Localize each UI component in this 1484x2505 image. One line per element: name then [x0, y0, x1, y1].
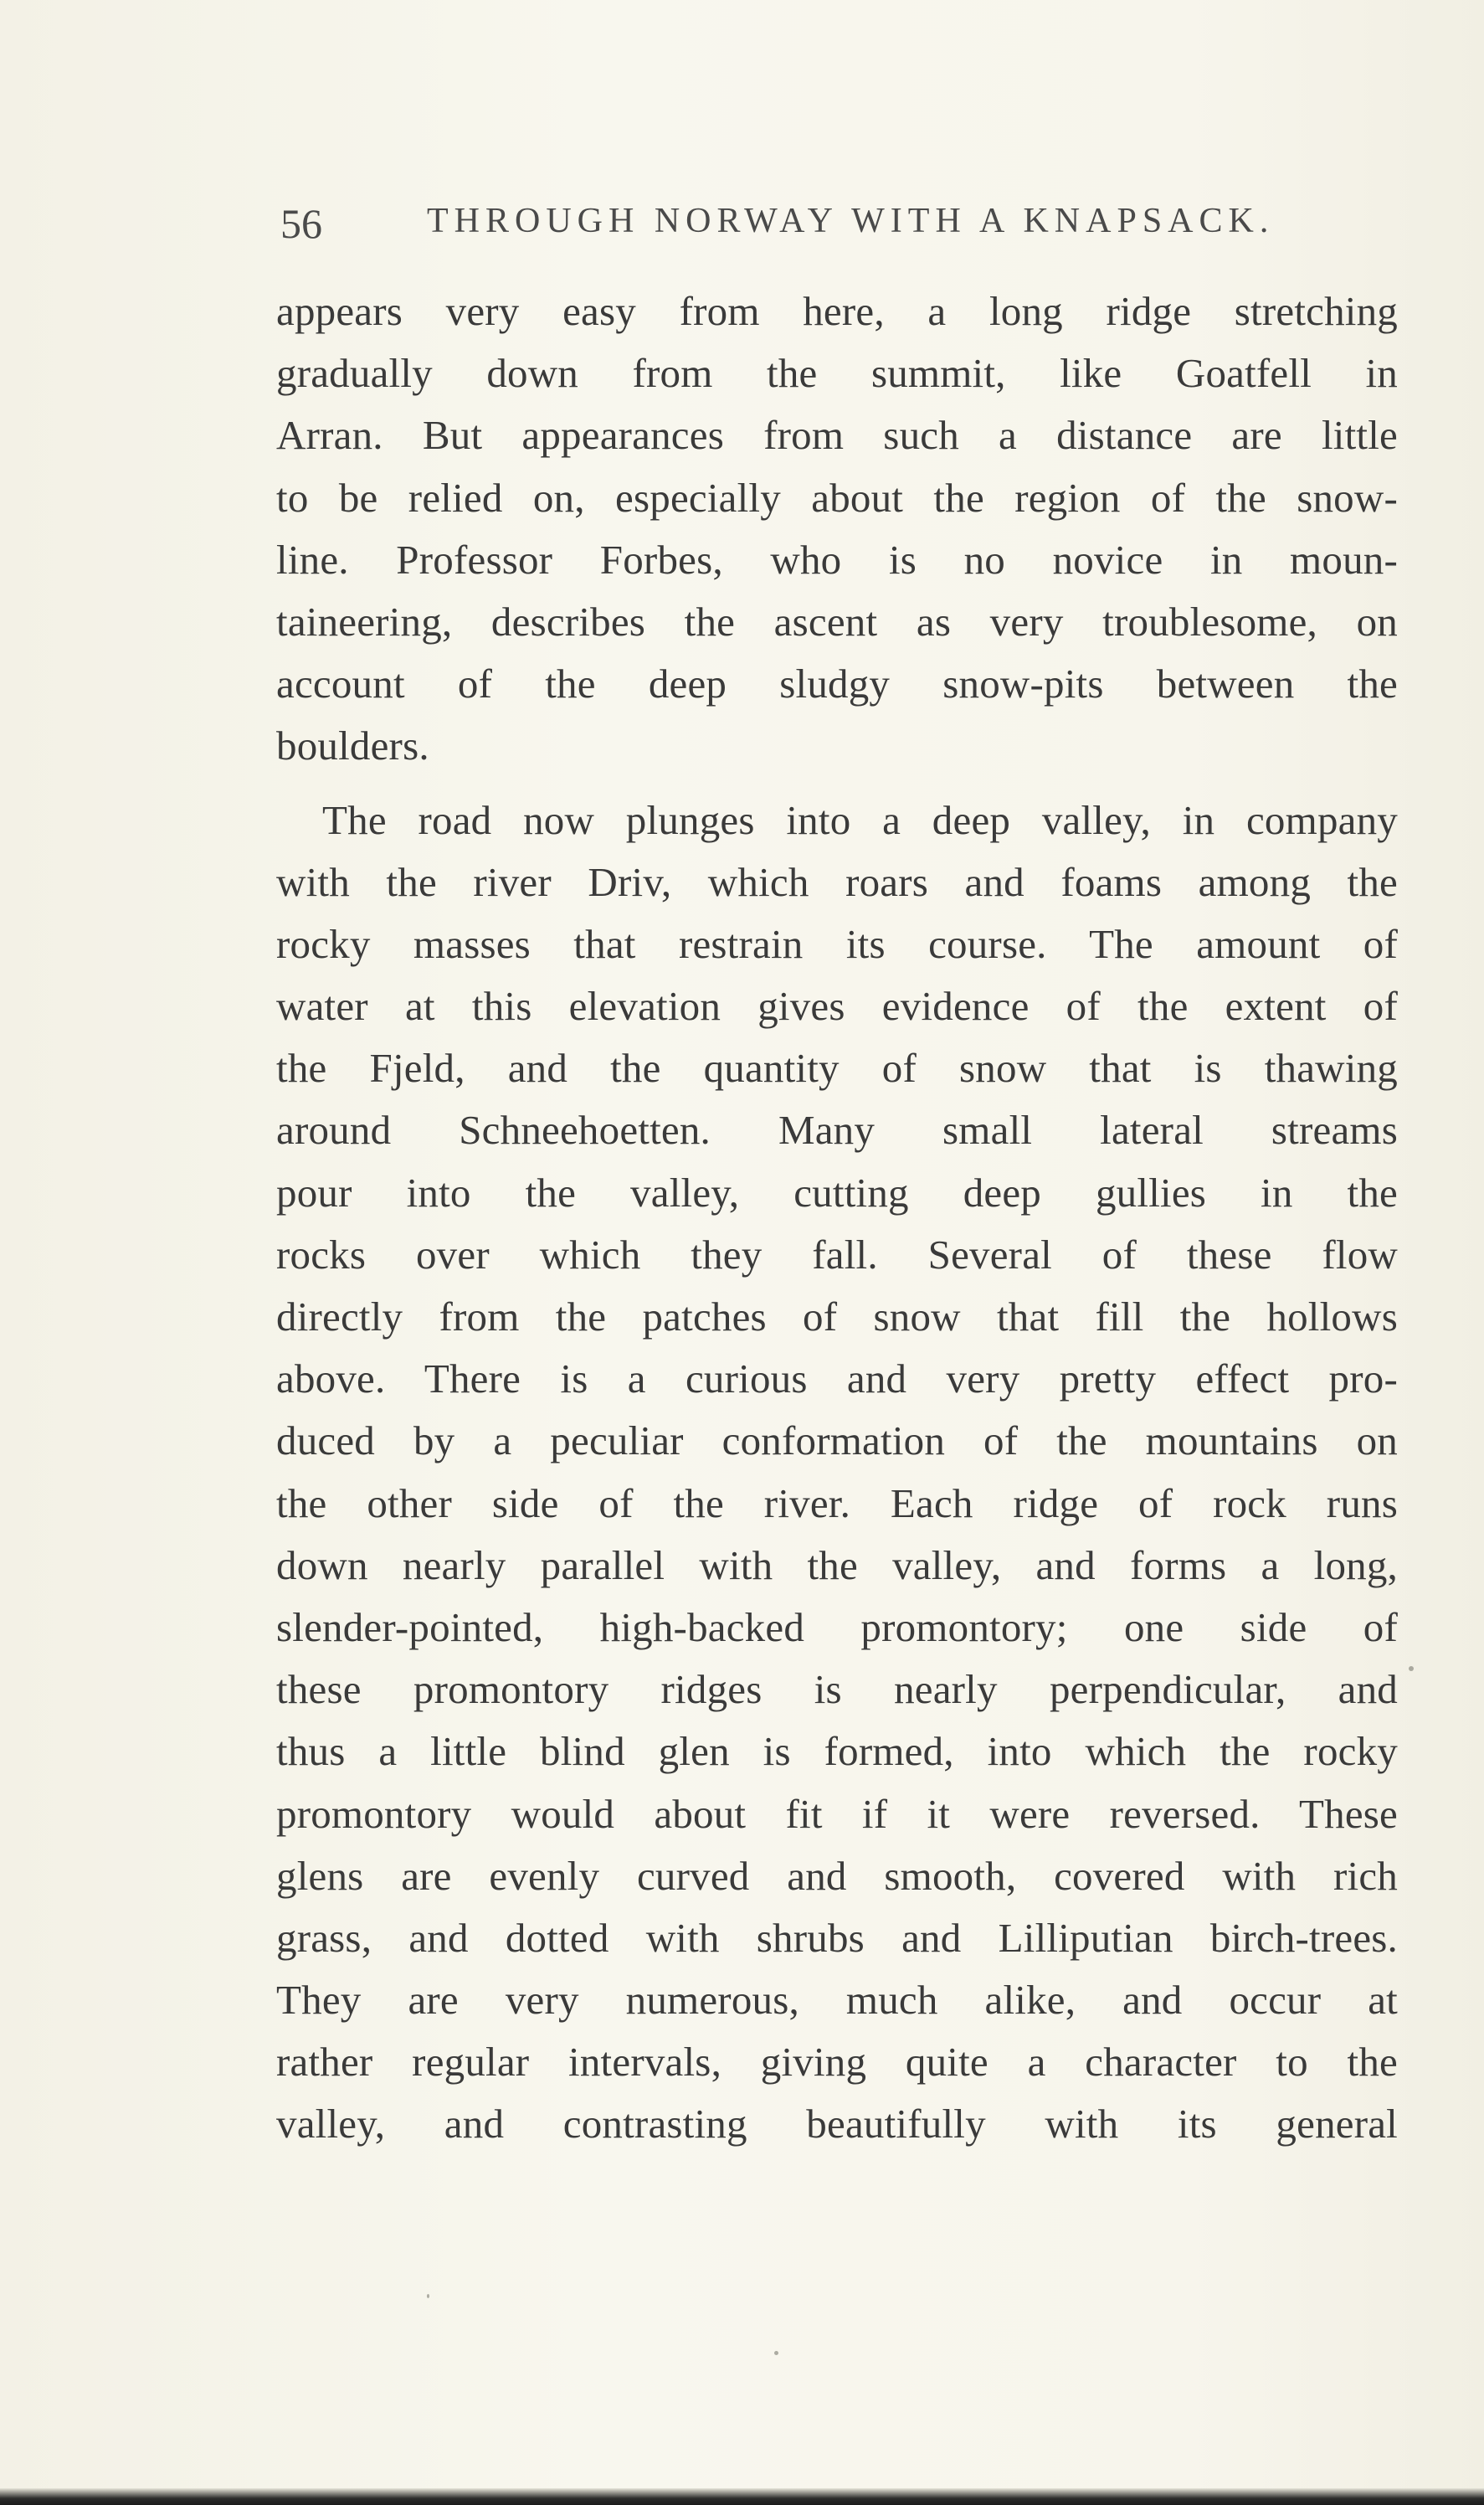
text-line: pour into the valley, cutting deep gullies in the — [276, 1169, 1398, 1216]
paper-blemish — [774, 2351, 778, 2355]
text-line: Arran. But appearances from such a distance are little — [276, 412, 1398, 459]
text-line: glens are evenly curved and smooth, covered with rich — [276, 1852, 1398, 1899]
running-title: THROUGH NORWAY WITH A KNAPSACK. — [427, 202, 1275, 240]
text-line: rather regular intervals, giving quite a character to the — [276, 2039, 1398, 2086]
text-line: taineering, describes the ascent as very troublesome, on — [276, 598, 1398, 645]
text-line: rocks over which they fall. Several of these flow — [276, 1231, 1398, 1278]
text-line: the Fjeld, and the quantity of snow that is thawing — [276, 1045, 1398, 1092]
text-line: these promontory ridges is nearly perpendicular, and — [276, 1666, 1398, 1713]
paper-blemish — [427, 2294, 429, 2298]
text-line: water at this elevation gives evidence of the extent of — [276, 983, 1398, 1030]
text-line: appears very easy from here, a long ridge stretching — [276, 288, 1398, 334]
text-line: promontory would about fit if it were reversed. These — [276, 1790, 1398, 1837]
page-number: 56 — [280, 200, 322, 247]
text-line: thus a little blind glen is formed, into which the rocky — [276, 1728, 1398, 1775]
text-line: duced by a peculiar conformation of the mountains on — [276, 1417, 1398, 1464]
text-line: rocky masses that restrain its course. The amount of — [276, 920, 1398, 967]
scan-bottom-edge — [0, 2488, 1484, 2505]
text-line: boulders. — [276, 723, 429, 769]
text-line: around Schneehoetten. Many small lateral streams — [276, 1107, 1398, 1154]
paper-blemish — [1409, 1666, 1414, 1671]
text-line: the other side of the river. Each ridge of rock runs — [276, 1479, 1398, 1526]
text-line: line. Professor Forbes, who is no novice in moun- — [276, 536, 1398, 583]
text-line: down nearly parallel with the valley, and forms a long, — [276, 1541, 1398, 1588]
text-line: directly from the patches of snow that fill the hollows — [276, 1294, 1398, 1340]
body-text — [276, 280, 1398, 2156]
text-line: grass, and dotted with shrubs and Lilliputian birch-trees. — [276, 1914, 1398, 1961]
text-line: with the river Driv, which roars and foams among the — [276, 858, 1398, 905]
text-line: slender-pointed, high-backed promontory; one side of — [276, 1603, 1398, 1650]
paragraph-gap — [276, 778, 1398, 790]
text-line: above. There is a curious and very pretty effect pro- — [276, 1355, 1398, 1402]
text-line: gradually down from the summit, like Goatfell in — [276, 350, 1398, 397]
text-line: account of the deep sludgy snow-pits between the — [276, 661, 1398, 707]
text-line: They are very numerous, much alike, and occur at — [276, 1977, 1398, 2024]
text-line: The road now plunges into a deep valley, in company — [322, 796, 1398, 843]
text-line: valley, and contrasting beautifully with its general — [276, 2101, 1398, 2148]
page-header — [280, 199, 1419, 266]
text-line: to be relied on, especially about the region of the snow- — [276, 474, 1398, 521]
